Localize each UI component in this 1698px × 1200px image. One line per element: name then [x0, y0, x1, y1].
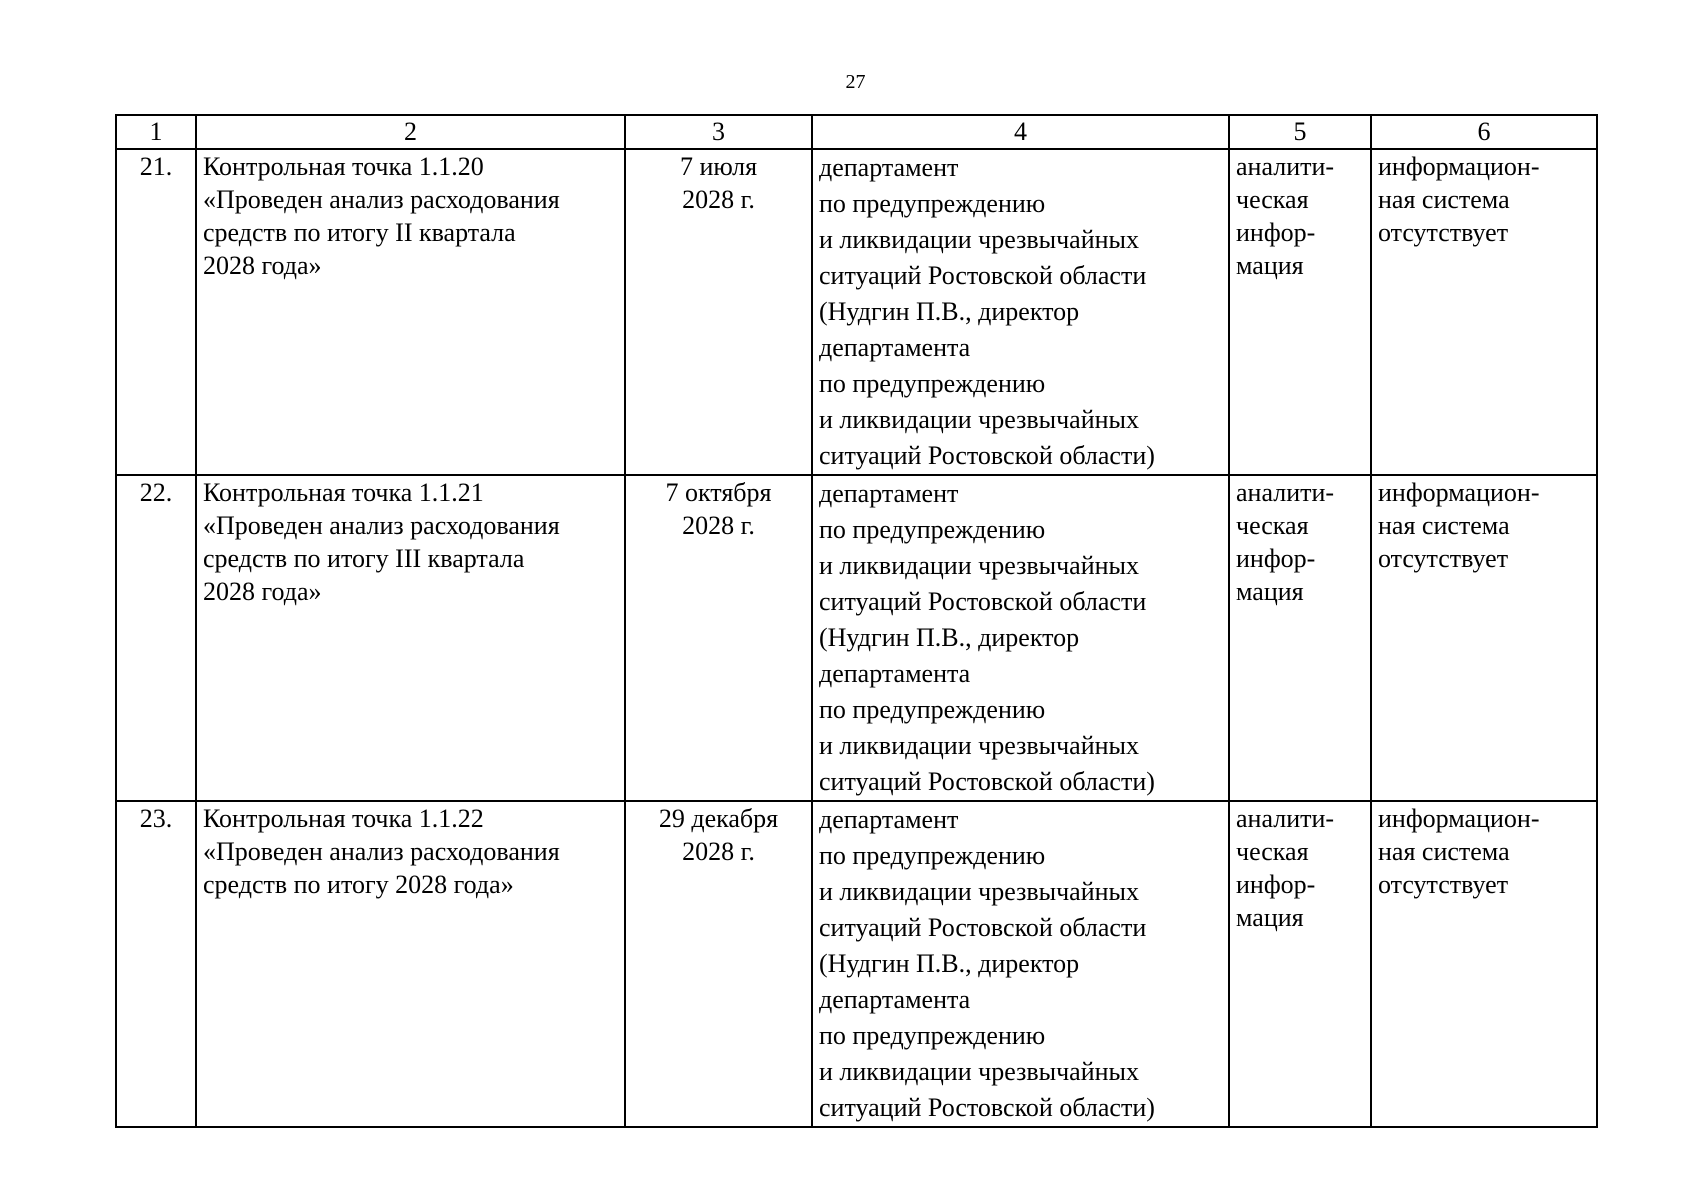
date-line: 2028 г. — [682, 837, 755, 866]
date-line: 2028 г. — [682, 511, 755, 540]
system-line: отсутствует — [1378, 218, 1509, 247]
department-line: ситуаций Ростовской области — [819, 261, 1147, 290]
header-col-2: 2 — [196, 115, 625, 149]
date-line: 7 октября — [665, 478, 772, 507]
row-number: 21. — [116, 149, 196, 475]
responsible-department — [812, 149, 1229, 475]
info-line: аналити- — [1236, 152, 1335, 181]
info-line: ческая — [1236, 837, 1309, 866]
document-type — [1229, 475, 1371, 801]
title-line: «Проведен анализ расходования — [203, 511, 560, 540]
system-line: отсутствует — [1378, 870, 1509, 899]
info-line: мация — [1236, 577, 1304, 606]
info-line: ческая — [1236, 511, 1309, 540]
info-line: инфор- — [1236, 870, 1316, 899]
title-line: средств по итогу 2028 года» — [203, 870, 514, 899]
info-line: мация — [1236, 251, 1304, 280]
info-line: аналити- — [1236, 804, 1335, 833]
page-number: 27 — [845, 71, 866, 93]
department-line: департамент — [819, 479, 959, 508]
system-line: ная система — [1378, 185, 1510, 214]
info-line: инфор- — [1236, 544, 1316, 573]
department-line: департамент — [819, 805, 959, 834]
information-system — [1371, 801, 1597, 1127]
date-line: 2028 г. — [682, 185, 755, 214]
department-line: по предупреждению — [819, 515, 1046, 544]
title-line: средств по итогу III квартала — [203, 544, 525, 573]
title-line: Контрольная точка 1.1.20 — [203, 152, 484, 181]
info-line: мация — [1236, 903, 1304, 932]
date-line: 29 декабря — [658, 804, 779, 833]
table-row — [116, 149, 1597, 475]
header-col-6: 6 — [1371, 115, 1597, 149]
department-line: (Нудгин П.В., директор — [819, 623, 1080, 652]
header-col-1: 1 — [116, 115, 196, 149]
department-line: ситуаций Ростовской области — [819, 587, 1147, 616]
department-line: и ликвидации чрезвычайных — [819, 551, 1139, 580]
information-system — [1371, 149, 1597, 475]
system-line: ная система — [1378, 511, 1510, 540]
department-line: и ликвидации чрезвычайных — [819, 877, 1139, 906]
department-line: по предупреждению — [819, 1021, 1046, 1050]
department-line: ситуаций Ростовской области — [819, 913, 1147, 942]
title-line: средств по итогу II квартала — [203, 218, 516, 247]
title-line: Контрольная точка 1.1.22 — [203, 804, 484, 833]
title-line: «Проведен анализ расходования — [203, 185, 560, 214]
department-line: (Нудгин П.В., директор — [819, 949, 1080, 978]
title-line: Контрольная точка 1.1.21 — [203, 478, 484, 507]
department-line: департамент — [819, 153, 959, 182]
header-col-3: 3 — [625, 115, 812, 149]
department-line: и ликвидации чрезвычайных — [819, 731, 1139, 760]
department-line: по предупреждению — [819, 189, 1046, 218]
department-line: и ликвидации чрезвычайных — [819, 1057, 1139, 1086]
title-line: «Проведен анализ расходования — [203, 837, 560, 866]
information-system — [1371, 475, 1597, 801]
system-line: ная система — [1378, 837, 1510, 866]
table-row — [116, 801, 1597, 1127]
department-line: по предупреждению — [819, 841, 1046, 870]
document-type — [1229, 149, 1371, 475]
department-line: департамента — [819, 985, 971, 1014]
info-line: аналити- — [1236, 478, 1335, 507]
department-line: (Нудгин П.В., директор — [819, 297, 1080, 326]
department-line: и ликвидации чрезвычайных — [819, 225, 1139, 254]
department-line: ситуаций Ростовской области) — [819, 441, 1155, 470]
title-line: 2028 года» — [203, 577, 322, 606]
responsible-department — [812, 801, 1229, 1127]
system-line: информацион- — [1378, 804, 1540, 833]
department-line: по предупреждению — [819, 369, 1046, 398]
table-row — [116, 475, 1597, 801]
department-line: и ликвидации чрезвычайных — [819, 405, 1139, 434]
department-line: департамента — [819, 659, 971, 688]
row-number: 22. — [116, 475, 196, 801]
header-col-4: 4 — [812, 115, 1229, 149]
row-number: 23. — [116, 801, 196, 1127]
system-line: информацион- — [1378, 478, 1540, 507]
department-line: по предупреждению — [819, 695, 1046, 724]
title-line: 2028 года» — [203, 251, 322, 280]
table-header-row — [116, 115, 1597, 149]
responsible-department — [812, 475, 1229, 801]
system-line: информацион- — [1378, 152, 1540, 181]
control-point-title — [196, 475, 625, 801]
control-point-title — [196, 801, 625, 1127]
date-line: 7 июля — [679, 152, 758, 181]
deadline-date — [625, 149, 812, 475]
deadline-date — [625, 475, 812, 801]
info-line: ческая — [1236, 185, 1309, 214]
info-line: инфор- — [1236, 218, 1316, 247]
control-points-table — [115, 114, 1598, 1128]
system-line: отсутствует — [1378, 544, 1509, 573]
control-point-title — [196, 149, 625, 475]
department-line: департамента — [819, 333, 971, 362]
department-line: ситуаций Ростовской области) — [819, 1093, 1155, 1122]
deadline-date — [625, 801, 812, 1127]
header-col-5: 5 — [1229, 115, 1371, 149]
document-type — [1229, 801, 1371, 1127]
department-line: ситуаций Ростовской области) — [819, 767, 1155, 796]
